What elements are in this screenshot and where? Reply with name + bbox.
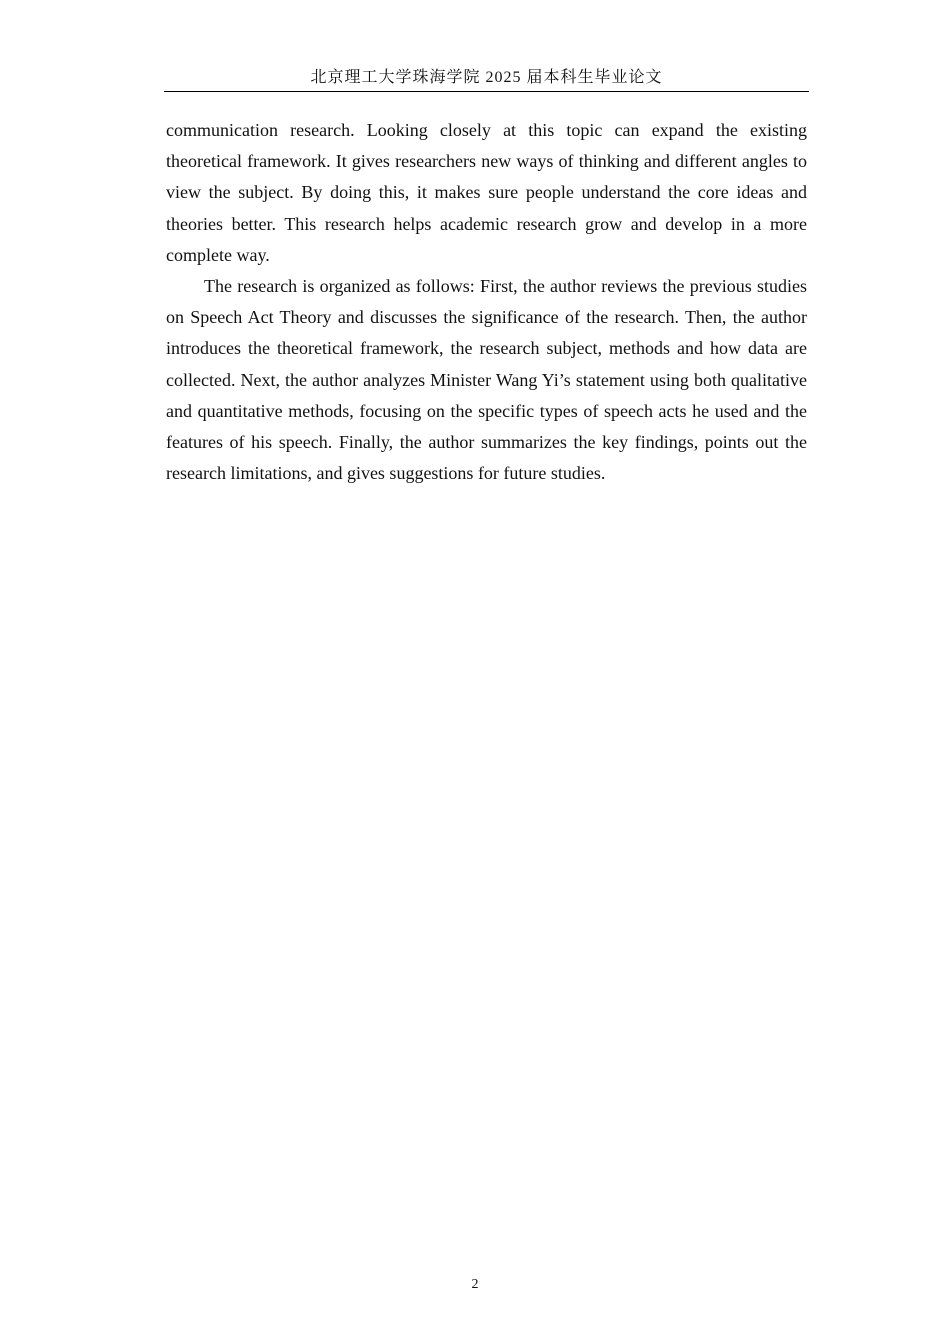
paragraph-continuation: communication research. Looking closely at this topic can expand the existing theoretical framework. It gives researchers new ways of thinking and different angles to view the subject. By doing this, it makes sure people understand the core ideas and theories better. This research helps academic research grow and develop in a more complete way. [166,120,807,265]
body-text [166,115,807,489]
page-number: 2 [471,1277,479,1292]
paragraph-organization: The research is organized as follows: First, the author reviews the previous studies on Speech Act Theory and discusses the significance of the research. Then, the author introduces the theoretical framework, the research subject, methods and how data are collected. Next, the author analyzes Minister Wang Yi’s statement using both qualitative and quantitative methods, focusing on the specific types of speech acts he used and the features of his speech. Finally, the author summarizes the key findings, points out the research limitations, and gives suggestions for future studies. [166,276,807,484]
page-header [164,66,809,92]
header-title: 北京理工大学珠海学院 2025 届本科生毕业论文 [310,69,663,86]
